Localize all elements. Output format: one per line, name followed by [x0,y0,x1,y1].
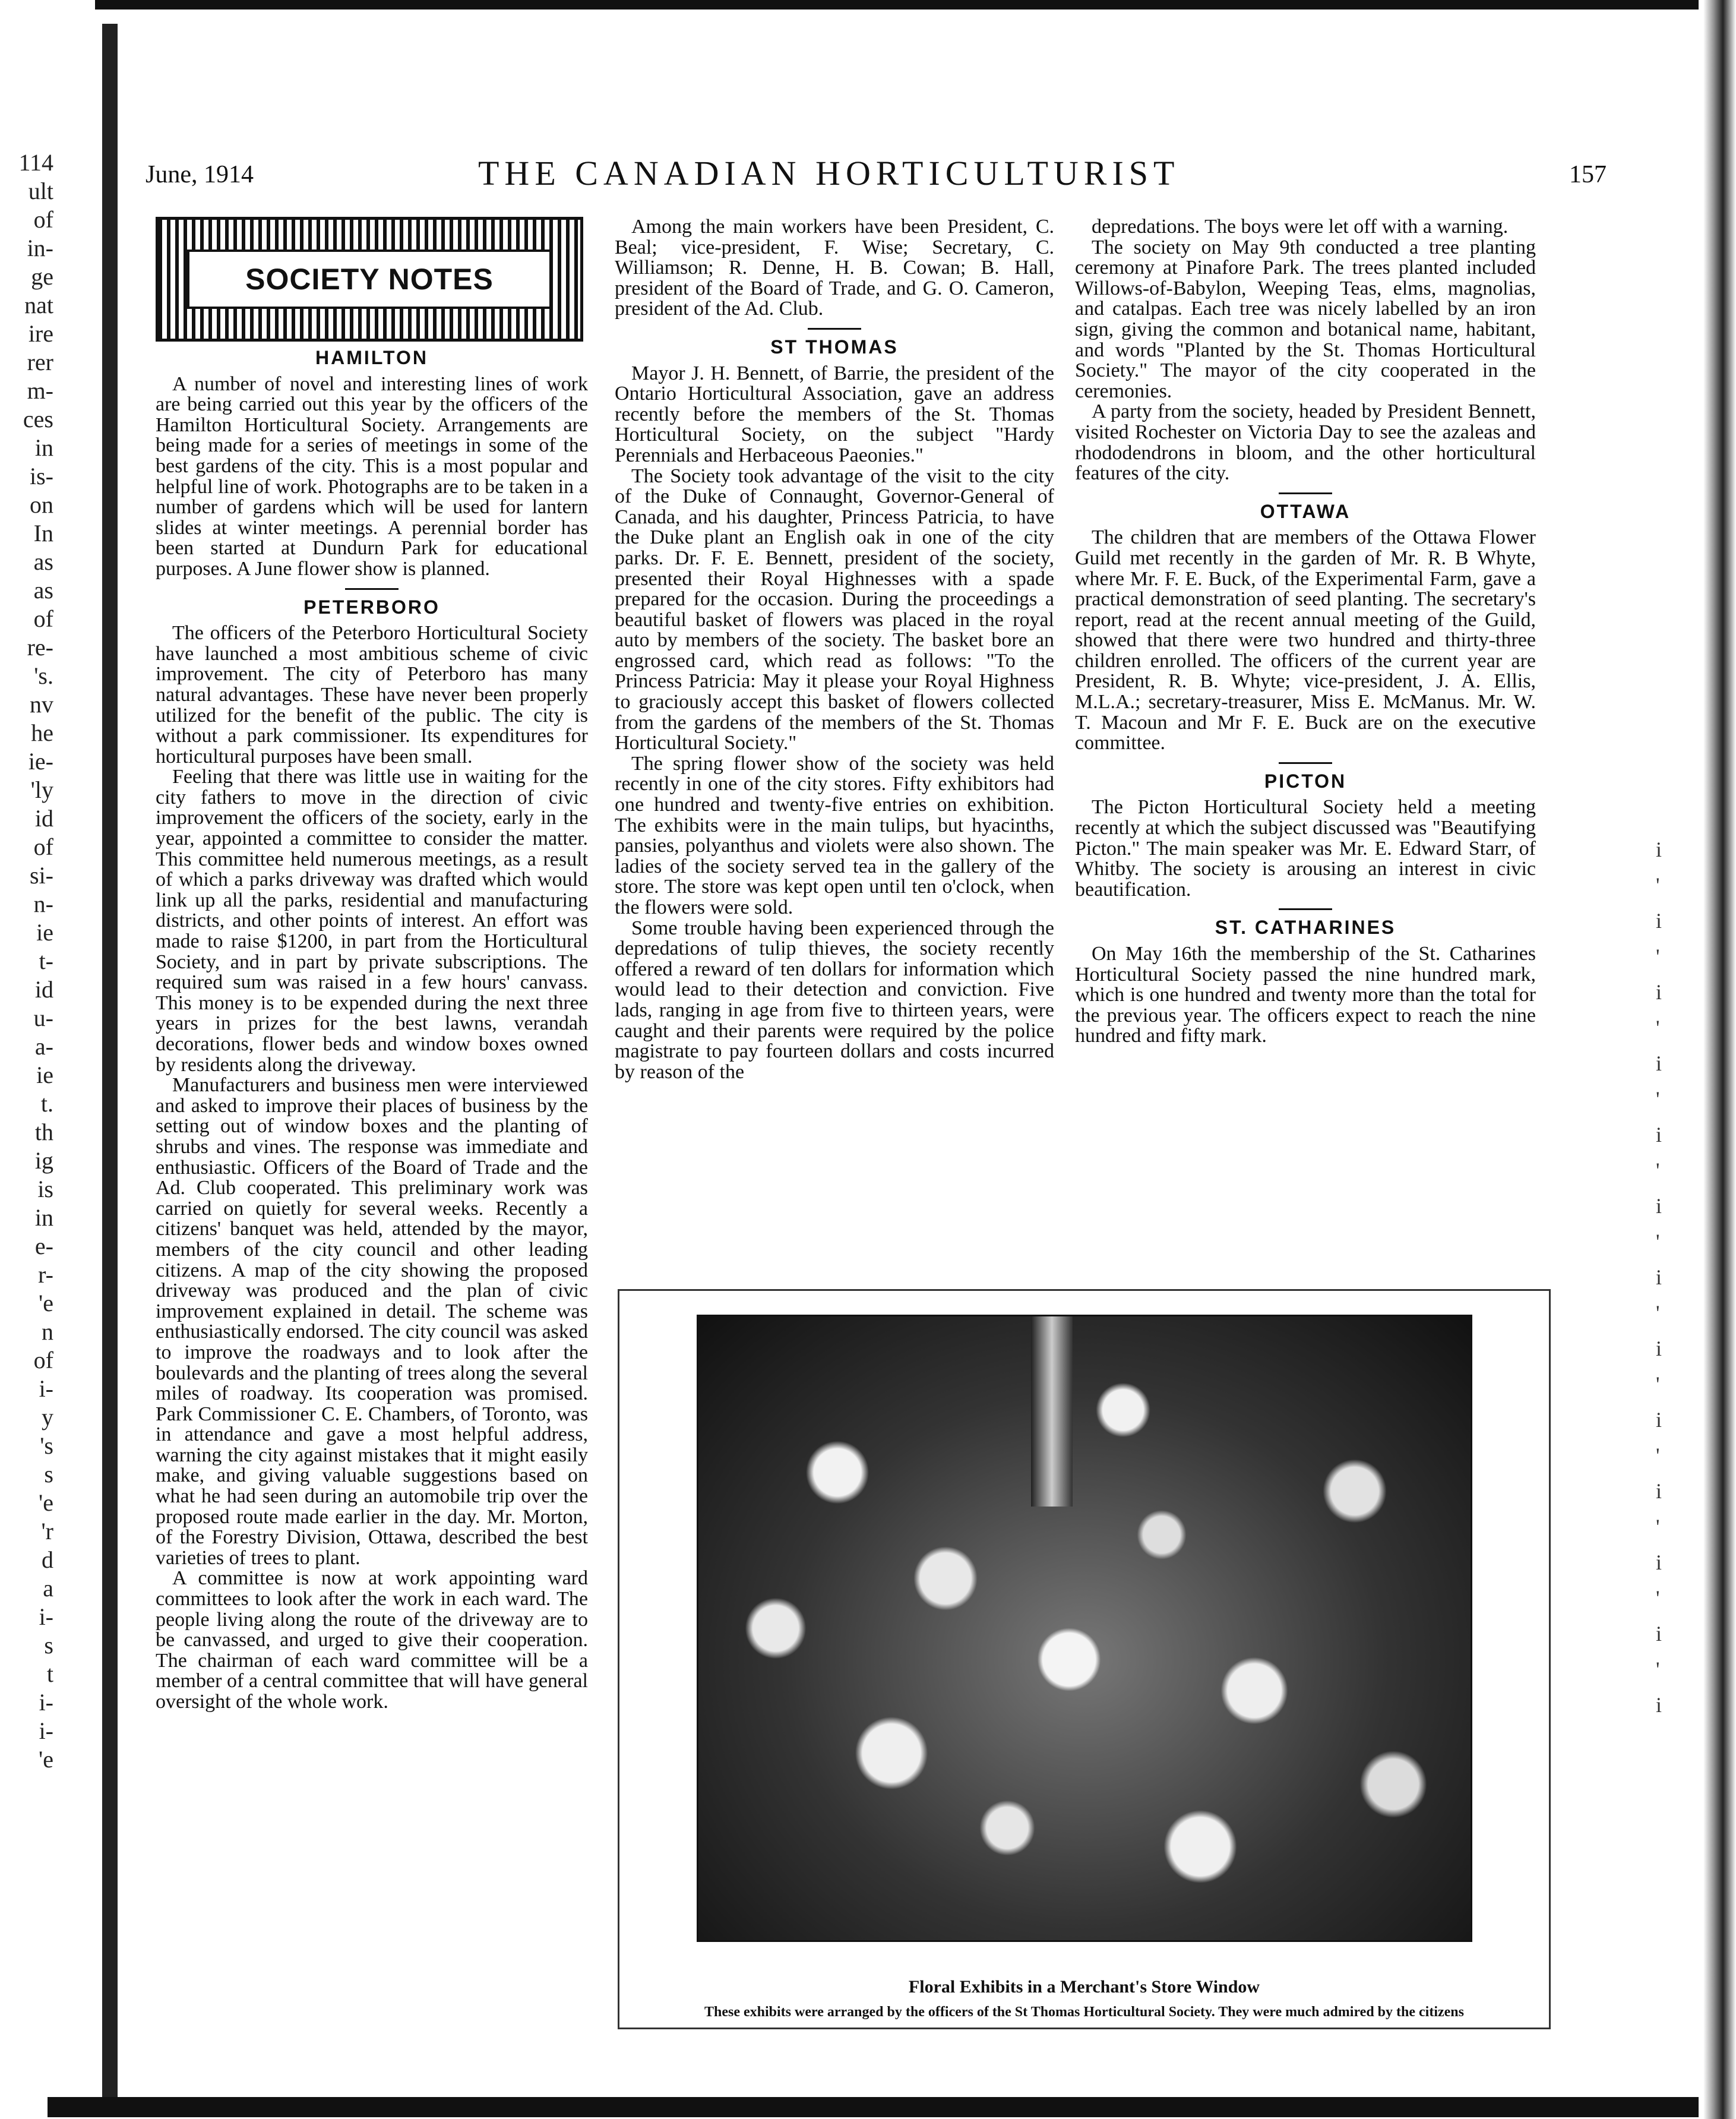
gutter-fragment: of [33,1347,53,1373]
gutter-fragment: t. [40,1090,53,1117]
gutter-fragment: t [46,1660,53,1687]
paragraph: The Picton Horticultural Society held a meeting recently at which the subject discussed was "Beautifying Picton." The main speaker was Mr. E. Edward Starr, of Whitby. The society is arousing an interest in civic beautification. [1075,796,1536,901]
paragraph: depredations. The boys were let off with a warning. [1092,216,1509,238]
picton-body [1075,797,1536,900]
banner-title: SOCIETY NOTES [245,262,494,296]
margin-mark: i [1656,1194,1662,1218]
column-3 [1075,217,1536,1047]
section-divider [1279,908,1332,910]
gutter-fragment: 'ly [30,776,53,803]
column-1 [156,217,588,1713]
margin-mark: i [1656,838,1662,861]
gutter-fragment: of [33,605,53,632]
gutter-fragment: 114 [18,149,53,176]
gutter-fragment: in [34,434,53,461]
margin-mark: i [1656,909,1662,933]
margin-mark: ' [1656,1158,1660,1182]
previous-page-gutter-text [0,149,53,1774]
hamilton-body [156,374,588,580]
section-divider [1279,762,1332,764]
gutter-fragment: i- [39,1375,53,1402]
figure [618,1289,1551,2029]
paragraph: A party from the society, headed by President Bennett, visited Rochester on Victoria Day to see the azaleas and rhododendrons in bloom, and the other horticultural features of the city. [1075,400,1536,485]
heading-st-catharines: ST. CATHARINES [1215,917,1396,939]
gutter-fragment: nv [30,691,53,718]
gutter-fragment: n- [33,890,53,917]
gutter-fragment: ig [34,1147,53,1174]
column-2 [615,217,1054,1082]
binding-edge [102,24,118,2103]
heading-hamilton: HAMILTON [315,347,428,368]
section-divider [808,328,861,330]
st-thomas-continued-body [1075,217,1536,484]
gutter-fragment: ie- [28,748,53,775]
paragraph: The children that are members of the Ottawa Flower Guild met recently in the garden of Mr. R. B Whyte, where Mr. F. E. Buck, of the Experimental Farm, gave a practical demonstration of seed planting. The secretary's report, read at the recent annual meeting of the Guild, showed that there were two hundred and thirty-three children enrolled. The officers of the current year are President, R. B. Whyte; vice-president, J. A. Ellis, M.L.A.; secretary-treasurer, Miss E. McManus. Mr. W. T. Macoun and Mr F. E. Buck are on the executive committee. [1075,526,1536,754]
paragraph: Manufacturers and business men were interviewed and asked to improve their places of business by the setting out of window boxes and the planting of shrubs and vines. The response was immediate and enthusiastic. Officers of the Board of Trade and the Ad. Club cooperated. This preliminary work was carried on quietly for several weeks. Recently a citizens' banquet was held, attended by the mayor, members of the city council and other leading citizens. A map of the city showing the proposed driveway was produced and the plan of civic improvement explained in detail. The scheme was enthusiastically endorsed. The city council was asked to improve the roadways and to look after the boulevards and the planting of trees along the several miles of roadway. Its cooperation was promised. Park Commissioner C. E. Chambers, of Toronto, was in attendance and gave a most helpful address, warning the city against mistakes that it might easily make, and giving valuable suggestions based on what he had seen during an automobile trip over the proposed route made earlier in the day. Mr. Morton, of the Forestry Division, Ottawa, described the best varieties of trees to plant. [156,1074,588,1569]
margin-mark: i [1656,980,1662,1004]
figure-title: Floral Exhibits in a Merchant's Store Window [908,1977,1260,1997]
gutter-fragment: s [44,1632,53,1659]
gutter-fragment: of [33,833,53,860]
gutter-fragment: m- [27,377,53,404]
gutter-fragment: ge [31,263,53,290]
banner-inner [187,250,552,309]
paragraph: Among the main workers have been President, C. Beal; vice-president, F. Wise; Secretary, C. Williamson; R. Denne, H. B. Cowan; B. Hall, president of the Board of Trade, and G. O. Cameron, president of the Ad. Club. [615,216,1054,320]
section-divider [345,588,399,590]
gutter-fragment: ie [36,919,53,946]
margin-mark: ' [1656,873,1660,897]
paragraph: Some trouble having been experienced through the depredations of tulip thieves, the society recently offered a reward of ten dollars for information which would lead to their detection and conviction. Five lads, ranging in age from five to thirteen years, were caught and their parents were required by the police magistrate to pay fourteen dollars and costs incurred by reason of the [615,917,1054,1083]
paragraph: On May 16th the membership of the St. Catharines Horticultural Society passed the nine hundred mark, which is one hundred and twenty more than the total for the previous year. The officers expect to reach the nine hundred and fifty mark. [1075,943,1536,1047]
gutter-fragment: n [42,1318,53,1345]
running-header [146,153,1607,201]
gutter-fragment: 'e [39,1290,53,1316]
margin-mark: ' [1656,1301,1660,1325]
section-divider [1279,492,1332,494]
margin-mark: i [1656,1123,1662,1147]
gutter-fragment: t- [39,948,53,974]
gutter-fragment: is [37,1176,53,1202]
margin-mark: ' [1656,1657,1660,1681]
heading-peterboro: PETERBORO [303,596,440,618]
margin-mark: i [1656,1693,1662,1717]
ottawa-body [1075,528,1536,754]
gutter-fragment: 'r [41,1518,53,1545]
gutter-fragment: in [34,1204,53,1231]
page-edge-right [1703,0,1736,2119]
gutter-fragment: i- [39,1689,53,1716]
gutter-fragment: re- [27,634,53,661]
margin-mark: i [1656,1479,1662,1503]
gutter-fragment: ire [28,320,53,347]
paragraph: The society on May 9th conducted a tree planting ceremony at Pinafore Park. The trees planted included Willows-of-Babylon, Weeping Teas, elms, magnolias, and catalpas. Each tree was nicely labelled by an iron sign, giving the common and botanical name, habitant, and words "Planted by the St. Thomas Horticultural Society." The mayor of the city cooperated in the ceremonies. [1075,236,1536,402]
gutter-fragment: 's [40,1432,53,1459]
st-thomas-body [615,364,1054,1083]
figure-caption: These exhibits were arranged by the officers of the St Thomas Horticultural Society. They were much admired by the citizens [704,2004,1464,2020]
heading-ottawa: OTTAWA [1260,500,1351,522]
peterboro-body [156,623,588,1712]
peterboro-continued-body [615,217,1054,320]
page-edge-top [95,0,1699,10]
paragraph: The spring flower show of the society was held recently in one of the city stores. Fifty exhibitors had one hundred and twenty-five entries on exhibition. The exhibits were in the main tulips, but hyacinths, pansies, polyanthus and violets were also shown. The ladies of the society served tea in the gallery of the store. The store was kept open until ten o'clock, when the flowers were sold. [615,752,1054,918]
gutter-fragment: si- [30,862,53,889]
heading-st-thomas: ST THOMAS [770,336,899,358]
margin-mark: ' [1656,1230,1660,1253]
paragraph: The Society took advantage of the visit to the city of the Duke of Connaught, Governor-General of Canada, and his daughter, Princess Patricia, to have the Duke plant an English oak in one of the city parks. Dr. F. E. Bennett, president of the society, presented their Royal Highnesses with a spade prepared for the occasion. During the proceedings a beautiful basket of flowers was placed in the royal auto by members of the society. The basket bore an engrossed card, which read as follows: "To the Princess Patricia: May it please your Royal Highness to graciously accept this basket of flowers collected from the gardens of the members of the St. Thomas Horticultural Society." [615,465,1054,754]
margin-mark: i [1656,1622,1662,1646]
photo-column-post [1031,1316,1073,1507]
gutter-fragment: In [33,520,53,547]
gutter-fragment: th [34,1119,53,1145]
margin-mark: i [1656,1550,1662,1574]
magazine-title: THE CANADIAN HORTICULTURIST [478,154,1180,192]
gutter-fragment: is- [30,463,53,490]
gutter-fragment: he [31,719,53,746]
margin-mark: ' [1656,1372,1660,1396]
paragraph: Feeling that there was little use in waiting for the city fathers to move in the direction of civic improvement the officers of the society, early in the year, appointed a committee to consider the matter. This committee held numerous meetings, as a result of which a parks driveway was drafted which would link up all the parks, residential and manufacturing districts, and other points of interest. An effort was made to raise $1200, in part from the Horticultural Society, and in part by private subscriptions. The required sum was raised in a few hours' canvass. This money is to be expended during the next three years in prizes for the best lawns, verandah decorations, flower beds and window boxes owned by residents along the driveway. [156,766,588,1076]
margin-mark: ' [1656,1016,1660,1040]
margin-mark: ' [1656,1444,1660,1467]
gutter-fragment: e- [34,1233,53,1259]
gutter-fragment: on [30,491,53,518]
gutter-fragment: rer [27,349,53,375]
paragraph: A number of novel and interesting lines of work are being carried out this year by the officers of the Hamilton Horticultural Society. Arrangements are being made for a series of meetings in some of the best gardens of the city. This is a most popular and helpful line of work. Photographs are to be taken in a number of gardens which will be used for lantern slides at winter meetings. A perennial border has been started at Dundurn Park for educational purposes. A June flower show is planned. [156,372,588,580]
gutter-fragment: i- [39,1603,53,1630]
right-margin-marks [1656,832,1680,1723]
gutter-fragment: in- [27,235,53,261]
paragraph: The officers of the Peterboro Horticultural Society have launched a most ambitious scheme of civic improvement. The city of Peterboro has many natural advantages. These have never been properly utilized for the benefit of the public. The city is without a park commissioner. Its expenditures for horticultural purposes have been small. [156,622,588,768]
gutter-fragment: of [33,206,53,233]
issue-date: June, 1914 [146,161,254,188]
margin-mark: i [1656,1337,1662,1360]
gutter-fragment: y [42,1404,53,1430]
gutter-fragment: id [34,805,53,832]
paragraph: A committee is now at work appointing ward committees to look after the work in each ward. The people living along the route of the driveway are to be canvassed, and urged to give their cooperation. The chairman of each ward committee will be a member of a central committee that will have general oversight of the whole work. [156,1567,588,1713]
gutter-fragment: a [43,1575,53,1602]
margin-mark: ' [1656,1087,1660,1111]
gutter-fragment: ult [28,178,53,204]
gutter-fragment: a- [34,1033,53,1060]
gutter-fragment: 'e [39,1489,53,1516]
paragraph: Mayor J. H. Bennett, of Barrie, the president of the Ontario Horticultural Association, gave an address recently before the members of the St. Thomas Horticultural Society, on the subject "Hardy Perennials and Herbaceous Paeonies." [615,362,1054,466]
gutter-fragment: ces [23,406,53,432]
gutter-fragment: u- [33,1005,53,1031]
margin-mark: ' [1656,1586,1660,1610]
gutter-fragment: r- [38,1261,53,1288]
gutter-fragment: i- [39,1717,53,1744]
gutter-fragment: nat [24,292,53,318]
margin-mark: ' [1656,1515,1660,1539]
margin-mark: ' [1656,945,1660,968]
margin-mark: i [1656,1265,1662,1289]
gutter-fragment: s [44,1461,53,1488]
floral-exhibit-photo [697,1315,1472,1942]
margin-mark: i [1656,1051,1662,1075]
gutter-fragment: as [33,577,53,604]
heading-picton: PICTON [1264,770,1347,792]
gutter-fragment: 's. [34,662,53,689]
gutter-fragment: ie [36,1062,53,1088]
gutter-fragment: id [34,976,53,1003]
gutter-fragment: d [42,1546,53,1573]
st-catharines-body [1075,944,1536,1047]
margin-mark: i [1656,1408,1662,1432]
page-number: 157 [1569,161,1607,188]
page-edge-bottom [48,2097,1699,2117]
gutter-fragment: as [33,548,53,575]
gutter-fragment: 'e [39,1746,53,1773]
section-banner [156,217,583,342]
